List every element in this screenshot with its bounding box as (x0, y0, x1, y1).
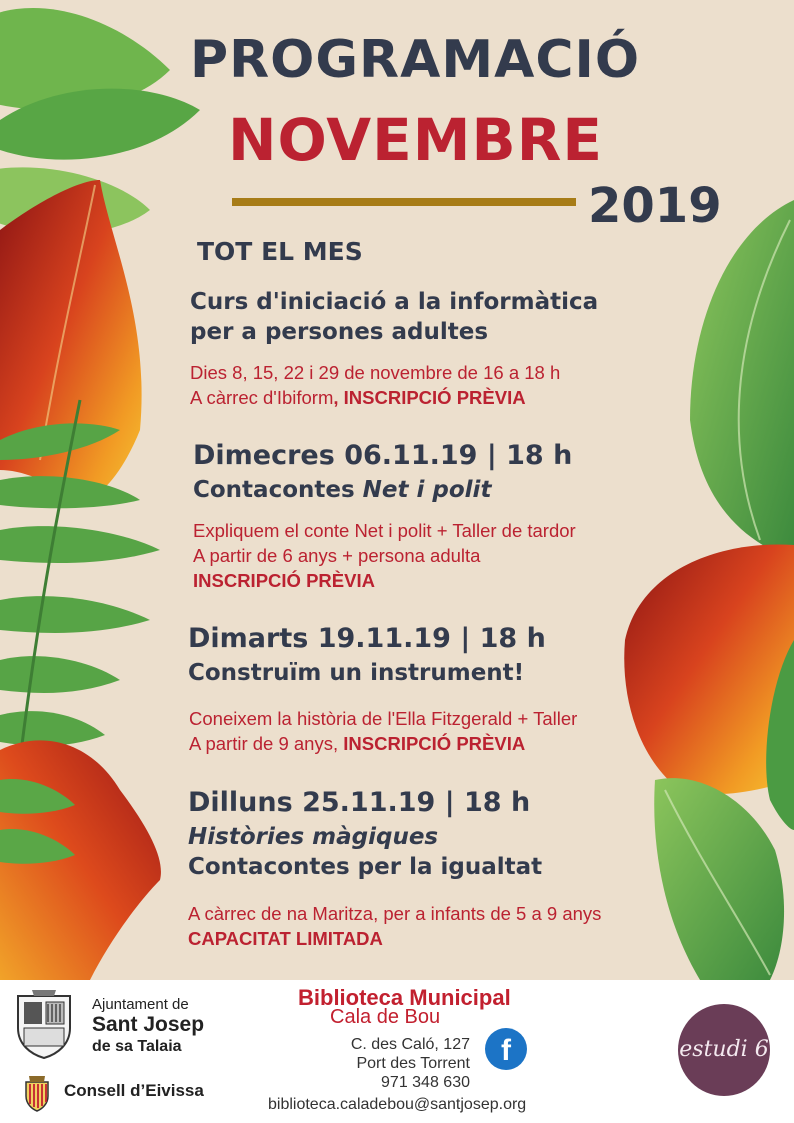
event-title: Construïm un instrument! (188, 660, 525, 686)
event-title-line: per a persones adultes (190, 319, 489, 345)
event-detail-line: Dies 8, 15, 22 i 29 de novembre de 16 a 18 h (190, 362, 561, 383)
event-4-details (188, 901, 601, 951)
event-4 (188, 787, 542, 882)
event-title-italic: Net i polit (362, 477, 492, 503)
ajuntament-small-label: Ajuntament de (92, 996, 189, 1013)
event-3 (188, 623, 546, 688)
title-month: NOVEMBRE (228, 106, 604, 174)
consell-name: Consell d’Eivissa (64, 1081, 204, 1100)
event-detail-capacity: CAPACITAT LIMITADA (188, 928, 383, 949)
event-date: Dimarts 19.11.19 | 18 h (188, 623, 546, 654)
ajuntament-name: Sant Josep (92, 1013, 205, 1036)
event-1-title (190, 287, 598, 347)
library-title: Biblioteca Municipal (298, 985, 511, 1010)
ajuntament-crest-icon (8, 988, 80, 1060)
event-title-italic (188, 822, 542, 852)
consell-crest-icon (20, 1074, 54, 1112)
library-subtitle: Cala de Bou (330, 1006, 441, 1028)
event-detail-text: A càrrec d'Ibiform (190, 387, 334, 408)
event-3-details (189, 706, 577, 756)
event-detail-registration: , INSCRIPCIÓ PRÈVIA (333, 387, 526, 408)
event-detail-line (188, 926, 601, 951)
library-address (320, 1035, 470, 1092)
ajuntament-sub: de sa Talaia (92, 1038, 182, 1055)
title-year: 2019 (588, 178, 722, 234)
gold-divider (232, 198, 576, 206)
event-detail-line: A partir de 6 anys + persona adulta (193, 545, 481, 566)
event-detail-line: Coneixem la història de l'Ella Fitzgerald + Taller (189, 708, 578, 729)
address-line: C. des Caló, 127 (350, 1036, 470, 1053)
event-title-prefix: Contacontes (193, 477, 363, 503)
section-all-month: TOT EL MES (197, 237, 363, 266)
event-detail-line (190, 385, 560, 410)
event-1-details (190, 360, 560, 410)
event-detail-line (193, 568, 576, 593)
leaf-shape (0, 596, 150, 633)
leaf-shape (0, 476, 140, 508)
event-title (193, 475, 572, 505)
leaf-shape (0, 711, 105, 746)
event-title-italic-text: Històries màgiques (188, 824, 439, 850)
event-detail-registration: INSCRIPCIÓ PRÈVIA (193, 570, 375, 591)
event-2 (193, 440, 572, 505)
estudi6-logo: estudi 6 (678, 1004, 770, 1096)
leaf-shape (0, 656, 120, 693)
event-detail-text: A partir de 9 anys, (189, 733, 344, 754)
event-date: Dilluns 25.11.19 | 18 h (188, 787, 531, 818)
facebook-icon[interactable]: f (485, 1028, 527, 1070)
address-line: Port des Torrent (356, 1055, 470, 1072)
phone-number: 971 348 630 (381, 1074, 470, 1091)
library-email[interactable]: biblioteca.caladebou@santjosep.org (268, 1096, 527, 1113)
event-date: Dimecres 06.11.19 | 18 h (193, 440, 573, 471)
event-detail-registration: INSCRIPCIÓ PRÈVIA (343, 733, 526, 754)
event-2-details (193, 518, 576, 593)
event-title-line: Curs d'iniciació a la informàtica (190, 289, 599, 315)
event-detail-line (189, 731, 577, 756)
leaf-shape (690, 200, 794, 560)
event-detail-line: A càrrec de na Maritza, per a infants de 5 a 9 anys (188, 903, 602, 924)
leaf-shape (0, 526, 160, 563)
event-detail-line: Expliquem el conte Net i polit + Taller de tardor (193, 520, 576, 541)
event-title: Contacontes per la igualtat (188, 854, 543, 880)
title-programacio: PROGRAMACIÓ (190, 30, 641, 90)
